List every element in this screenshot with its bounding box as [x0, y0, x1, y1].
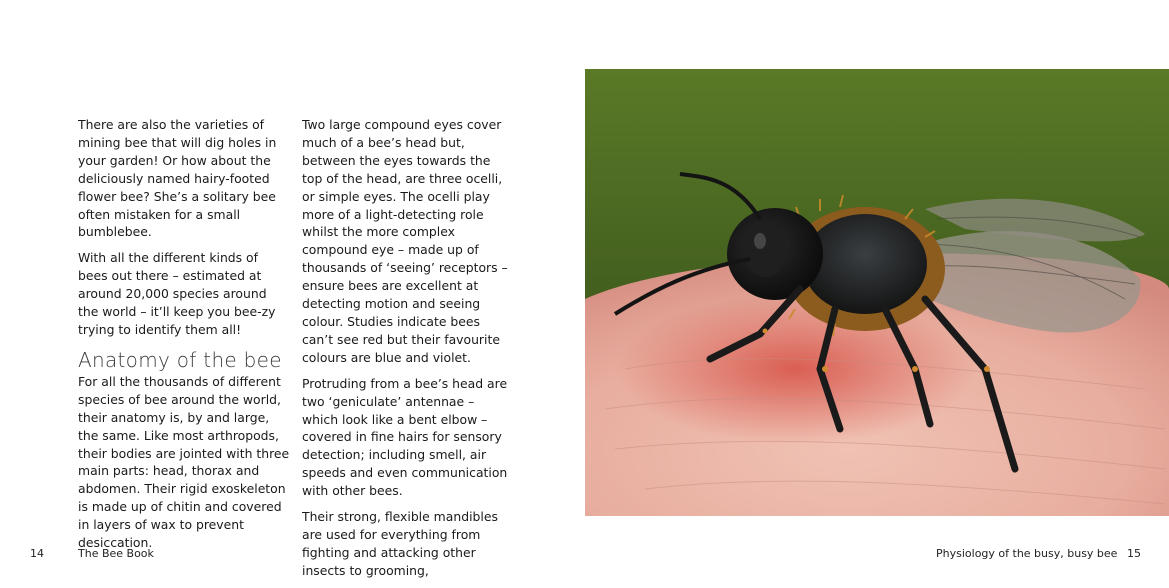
paragraph-anatomy: For all the thousands of different species of bee around the world, their anatomy is, by and large, the same. Like most arthropods, their bodies are jointed with three main parts: head, thorax and abdomen. Their rigid exoskeleton is made up of chitin and covered in layers of wax to prevent desiccation.: [78, 373, 290, 551]
right-page-number: 15: [1127, 547, 1141, 560]
paragraph-antennae: Protruding from a bee’s head are two ‘geniculate’ antennae – which look like a bent elbow – covered in fine hairs for sensory detection; including smell, air speeds and even communication with other bees.: [302, 375, 508, 499]
paragraph-species-count: With all the different kinds of bees out there – estimated at around 20,000 species around the world – it’ll keep you bee-zy trying to identify them all!: [78, 250, 276, 337]
section-heading-anatomy: Anatomy of the bee: [78, 347, 282, 372]
paragraph-mandibles: Their strong, flexible mandibles are used for everything from fighting and attacking other insects to grooming,: [302, 509, 498, 578]
left-text-column: [78, 116, 290, 560]
right-running-title: Physiology of the busy, busy bee: [936, 547, 1118, 560]
bee-photo-illustration: [585, 69, 1169, 516]
left-running-title: The Bee Book: [78, 547, 154, 560]
paragraph-eyes: Two large compound eyes cover much of a bee’s head but, between the eyes towards the top of the head, are three ocelli, or simple eyes. The ocelli play more of a light-detecting role whilst the more complex compound eye – made up of thousands of ‘seeing’ receptors – ensure bees are excellent at detecting motion and seeing colour. Studies indicate bees can’t see red but their favourite colours are blue and violet.: [302, 117, 508, 365]
left-page-number: 14: [30, 547, 44, 560]
middle-text-column: [302, 116, 512, 588]
paragraph-mining-bees: There are also the varieties of mining bee that will dig holes in your garden! Or how about the deliciously named hairy-footed flower bee? She’s a solitary bee often mistaken for a small bumblebee.: [78, 117, 277, 240]
bee-photo: [585, 69, 1169, 516]
